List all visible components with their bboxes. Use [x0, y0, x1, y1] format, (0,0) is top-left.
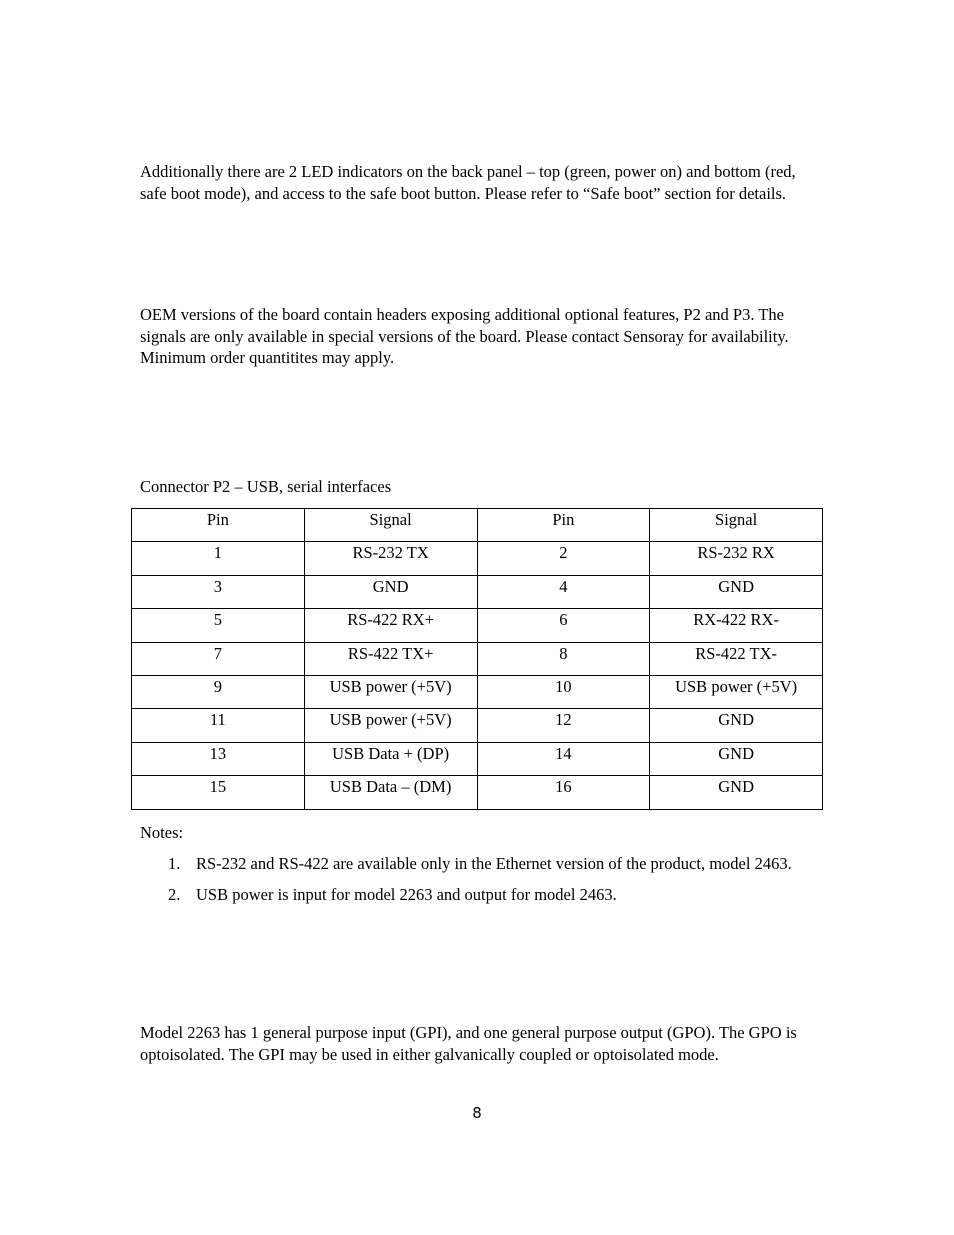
table-cell: 2 [477, 542, 650, 575]
notes-list [140, 853, 820, 914]
table-cell: 9 [132, 675, 305, 708]
table-cell: GND [304, 575, 477, 608]
table-cell: GND [650, 742, 823, 775]
table-cell: 12 [477, 709, 650, 742]
table-cell: USB Data + (DP) [304, 742, 477, 775]
table-cell: 11 [132, 709, 305, 742]
connector-p2-table [131, 508, 823, 810]
table-cell: 5 [132, 609, 305, 642]
table-cell: RS-422 TX+ [304, 642, 477, 675]
table-cell: 1 [132, 542, 305, 575]
list-item-number: 1. [168, 854, 181, 873]
table-cell: 15 [132, 776, 305, 809]
table-row [132, 609, 823, 642]
table-cell: 10 [477, 675, 650, 708]
table-cell: 3 [132, 575, 305, 608]
table-row [132, 776, 823, 809]
table-row [132, 642, 823, 675]
table-cell: 7 [132, 642, 305, 675]
table-cell: USB power (+5V) [304, 675, 477, 708]
table-cell: GND [650, 575, 823, 608]
table-cell: RS-422 RX+ [304, 609, 477, 642]
table-header-row [132, 509, 823, 542]
led-paragraph: Additionally there are 2 LED indicators on the back panel – top (green, power on) and bottom (red, safe boot mode), and access to the safe boot button. Please refer to “Safe boot” section for details. [140, 162, 796, 203]
table-cell: RS-422 TX- [650, 642, 823, 675]
list-item [140, 853, 820, 875]
table-cell: RX-422 RX- [650, 609, 823, 642]
gpio-paragraph: Model 2263 has 1 general purpose input (GPI), and one general purpose output (GPO). The GPO is optoisolated. The GPI may be used in either galvanically coupled or optoisolated mode. [140, 1023, 797, 1064]
table-cell: RS-232 RX [650, 542, 823, 575]
header-cell: Pin [132, 509, 305, 542]
table-cell: 16 [477, 776, 650, 809]
table-caption: Connector P2 – USB, serial interfaces [140, 477, 392, 496]
header-cell: Signal [650, 509, 823, 542]
header-cell: Signal [304, 509, 477, 542]
list-item-text: USB power is input for model 2263 and output for model 2463. [196, 884, 617, 904]
oem-paragraph: OEM versions of the board contain headers exposing additional optional features, P2 and P3. The signals are only available in special versions of the board. Please contact Sensoray for availability. Minimum order quantitites may apply. [140, 305, 789, 367]
table-cell: 4 [477, 575, 650, 608]
table-cell: 6 [477, 609, 650, 642]
table-row [132, 675, 823, 708]
header-cell: Pin [477, 509, 650, 542]
table-cell: GND [650, 776, 823, 809]
page-number: 8 [472, 1104, 482, 1122]
table-cell: 13 [132, 742, 305, 775]
table-cell: RS-232 TX [304, 542, 477, 575]
table-cell: 8 [477, 642, 650, 675]
list-item-number: 2. [168, 884, 181, 904]
notes-label: Notes: [140, 823, 184, 842]
table-cell: USB Data – (DM) [304, 776, 477, 809]
table-cell: USB power (+5V) [304, 709, 477, 742]
table-row [132, 542, 823, 575]
table-cell: USB power (+5V) [650, 675, 823, 708]
table-row [132, 575, 823, 608]
table-cell: GND [650, 709, 823, 742]
table-row [132, 709, 823, 742]
list-item [140, 884, 820, 906]
list-item-text: RS-232 and RS-422 are available only in the Ethernet version of the product, model 2463. [196, 854, 792, 873]
table-cell: 14 [477, 742, 650, 775]
table-row [132, 742, 823, 775]
